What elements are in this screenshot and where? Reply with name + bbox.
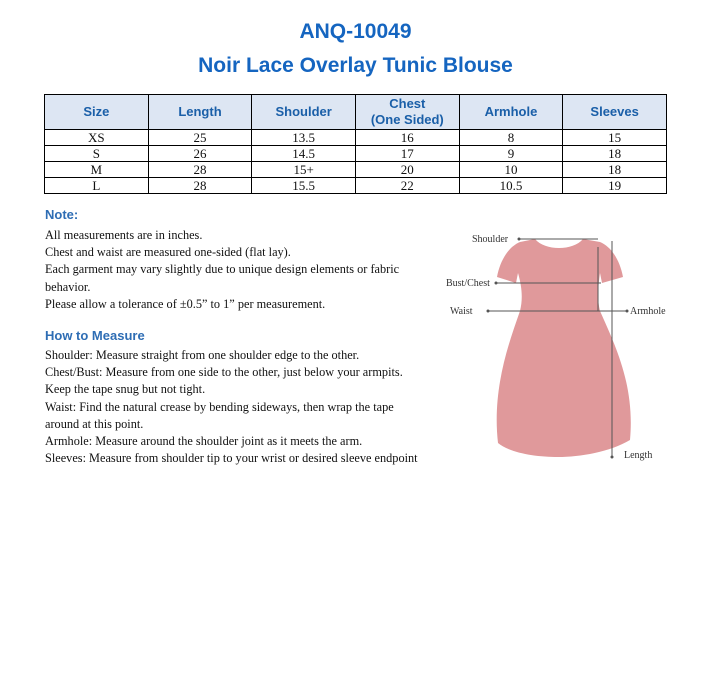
instruction-line: Armhole: Measure around the shoulder joint as it meets the arm. [45,434,363,449]
bust-marker [495,282,498,285]
size-chart-table [44,94,667,194]
table-row [45,162,667,178]
col-header-chest: Chest (One Sided) [355,95,459,130]
cell-size: M [45,162,149,178]
cell-length: 28 [148,178,252,194]
dress-measurement-diagram [440,225,680,475]
col-header-armhole: Armhole [459,95,563,130]
table-row [45,130,667,146]
shoulder-marker [518,238,521,241]
cell-chest: 22 [355,178,459,194]
cell-shoulder: 14.5 [252,146,356,162]
cell-length: 28 [148,162,252,178]
instruction-line: Waist: Find the natural crease by bending sideways, then wrap the tape around at this point. [45,399,394,431]
product-title: Noir Lace Overlay Tunic Blouse [198,54,513,77]
instruction-line: Sleeves: Measure from shoulder tip to your wrist or desired sleeve endpoint [45,451,418,466]
cell-length: 26 [148,146,252,162]
cell-shoulder: 15+ [252,162,356,178]
shoulder-label: Shoulder [472,234,509,245]
cell-sleeves: 18 [563,146,667,162]
cell-size: S [45,146,149,162]
cell-size: L [45,178,149,194]
how-to-measure-text [45,347,420,467]
bust-label: Bust/Chest [446,278,490,289]
col-header-sleeves: Sleeves [563,95,667,130]
cell-chest: 16 [355,130,459,146]
cell-chest: 20 [355,162,459,178]
note-heading: Note: [45,207,79,222]
cell-armhole: 9 [459,146,563,162]
cell-shoulder: 13.5 [252,130,356,146]
how-to-measure-heading: How to Measure [45,328,145,343]
cell-size: XS [45,130,149,146]
cell-armhole: 8 [459,130,563,146]
col-header-shoulder: Shoulder [252,95,356,130]
instruction-line: Chest/Bust: Measure from one side to the other, just below your armpits. Keep the tape snug but not tight. [45,365,403,397]
cell-sleeves: 19 [563,178,667,194]
note-line: Chest and waist are measured one-sided (flat lay). [45,245,291,260]
col-header-size: Size [45,95,149,130]
note-line: All measurements are in inches. [45,228,203,242]
cell-armhole: 10.5 [459,178,563,194]
cell-sleeves: 18 [563,162,667,178]
waist-marker [487,310,490,313]
length-label: Length [624,450,653,461]
armhole-label: Armhole [630,306,666,317]
cell-armhole: 10 [459,162,563,178]
product-code: ANQ-10049 [299,20,412,43]
instruction-line: Shoulder: Measure straight from one shoulder edge to the other. [45,348,360,362]
note-line: Please allow a tolerance of ±0.5” to 1” per measurement. [45,296,326,311]
table-row [45,178,667,194]
note-line: Each garment may vary slightly due to unique design elements or fabric behavior. [45,262,400,294]
cell-sleeves: 15 [563,130,667,146]
dress-silhouette [497,239,631,457]
table-row [45,146,667,162]
armhole-marker [626,310,629,313]
cell-length: 25 [148,130,252,146]
cell-shoulder: 15.5 [252,178,356,194]
length-marker [611,456,614,459]
note-text [45,227,420,313]
waist-label: Waist [450,306,473,317]
col-header-length: Length [148,95,252,130]
cell-chest: 17 [355,146,459,162]
table-header-row [45,95,667,130]
